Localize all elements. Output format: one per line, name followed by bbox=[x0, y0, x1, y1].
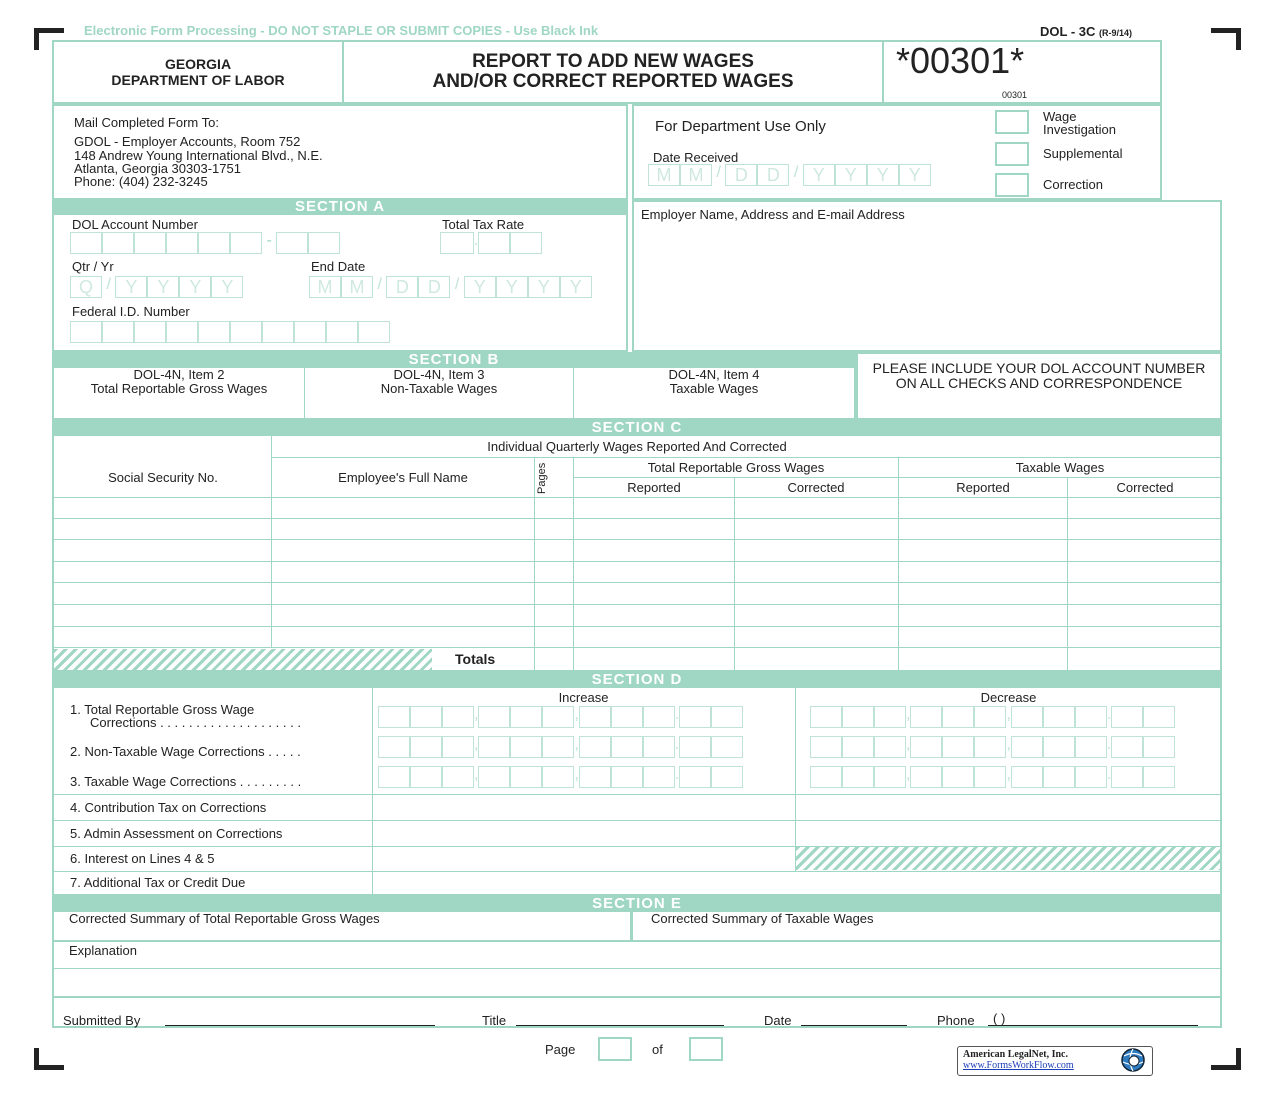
dol-account-notice: PLEASE INCLUDE YOUR DOL ACCOUNT NUMBER ON ALL CHECKS AND CORRESPONDENCE bbox=[872, 360, 1206, 391]
summary-gross-label[interactable]: Corrected Summary of Total Reportable Gross Wages bbox=[69, 911, 380, 926]
line2-label: 2. Non-Taxable Wage Corrections . . . . . bbox=[70, 744, 301, 759]
line1-label-a: 1. Total Reportable Gross Wage bbox=[70, 702, 255, 717]
end-date-label: End Date bbox=[311, 259, 366, 274]
date-line[interactable] bbox=[801, 1025, 907, 1026]
yr-digit[interactable]: Y bbox=[211, 276, 243, 298]
crop-mark-bottom-left bbox=[34, 1048, 64, 1070]
end-date-digit[interactable]: Y bbox=[496, 276, 528, 298]
label-correction: Correction bbox=[1043, 177, 1103, 192]
col-total-gross: Total Reportable Gross Wages bbox=[647, 460, 825, 475]
date-digit[interactable]: D bbox=[725, 164, 757, 186]
line5-label: 5. Admin Assessment on Corrections bbox=[70, 826, 283, 841]
dol-account-label: DOL Account Number bbox=[72, 217, 198, 232]
section-b-col2-l2: Non-Taxable Wages bbox=[380, 381, 498, 396]
section-b-col3-l2: Taxable Wages bbox=[669, 381, 759, 396]
qtr-yr-label: Qtr / Yr bbox=[72, 259, 114, 274]
form-id-code: DOL - 3C bbox=[1040, 24, 1096, 39]
phone-label: Phone bbox=[937, 1013, 975, 1028]
col-pages: Pages bbox=[536, 462, 548, 494]
line6-decrease-hatch bbox=[796, 847, 1220, 870]
col-taxable-reported: Reported bbox=[956, 480, 1010, 495]
col-employee-name: Employee's Full Name bbox=[338, 470, 468, 485]
line3-increase-boxes[interactable]: , , . bbox=[378, 766, 743, 788]
agency-line2: DEPARTMENT OF LABOR bbox=[111, 72, 285, 88]
end-date-digit[interactable]: Y bbox=[560, 276, 592, 298]
checkbox-correction[interactable] bbox=[995, 173, 1029, 197]
end-date-digit[interactable]: Y bbox=[464, 276, 496, 298]
section-d-title: SECTION D bbox=[52, 672, 1222, 688]
section-b-title: SECTION B bbox=[52, 352, 856, 368]
mail-heading: Mail Completed Form To: bbox=[74, 115, 219, 130]
explanation-label[interactable]: Explanation bbox=[69, 943, 137, 958]
form-title-line1: REPORT TO ADD NEW WAGES bbox=[472, 51, 754, 72]
line2-increase-boxes[interactable]: , , . bbox=[378, 736, 743, 758]
title-line[interactable] bbox=[516, 1025, 724, 1026]
col-taxable-wages: Taxable Wages bbox=[1015, 460, 1105, 475]
date-received-label: Date Received bbox=[653, 150, 739, 165]
page-number-box[interactable] bbox=[598, 1037, 632, 1061]
date-digit[interactable]: Y bbox=[803, 164, 835, 186]
line3-label: 3. Taxable Wage Corrections . . . . . . . . . bbox=[70, 774, 302, 789]
end-date-digit[interactable]: D bbox=[386, 276, 418, 298]
totals-label: Totals bbox=[455, 651, 496, 667]
col-gross-reported: Reported bbox=[627, 480, 681, 495]
top-notice: Electronic Form Processing - DO NOT STAPLE OR SUBMIT COPIES - Use Black Ink bbox=[84, 23, 599, 38]
agency-line1: GEORGIA bbox=[164, 56, 232, 72]
tax-rate-boxes[interactable]: . bbox=[440, 232, 542, 254]
section-b-col1-l1: DOL-4N, Item 2 bbox=[133, 367, 225, 382]
form-revision: (R-9/14) bbox=[1099, 28, 1133, 38]
col-ssn: Social Security No. bbox=[108, 470, 218, 485]
label-wage-investigation: Wage Investigation bbox=[1043, 109, 1116, 137]
crop-mark-top-right bbox=[1211, 28, 1241, 50]
form-title bbox=[344, 52, 882, 92]
mail-line2: 148 Andrew Young International Blvd., N.E. bbox=[74, 148, 323, 163]
end-date-digit[interactable]: D bbox=[418, 276, 450, 298]
yr-digit[interactable]: Y bbox=[115, 276, 147, 298]
summary-taxable-label[interactable]: Corrected Summary of Taxable Wages bbox=[651, 911, 874, 926]
checkbox-supplemental[interactable] bbox=[995, 142, 1029, 166]
publisher-url[interactable]: www.FormsWorkFlow.com bbox=[963, 1060, 1074, 1071]
line4-label: 4. Contribution Tax on Corrections bbox=[70, 800, 267, 815]
date-digit[interactable]: D bbox=[757, 164, 789, 186]
page-label: Page bbox=[545, 1042, 576, 1057]
qtr-digit[interactable]: Q bbox=[70, 276, 102, 298]
mail-line1: GDOL - Employer Accounts, Room 752 bbox=[74, 134, 301, 149]
globe-icon bbox=[1116, 1047, 1150, 1073]
line1-label-b: Corrections . . . . . . . . . . . . . . . . . . . . bbox=[90, 715, 301, 730]
line7-label: 7. Additional Tax or Credit Due bbox=[70, 875, 246, 890]
section-b-col1-l2: Total Reportable Gross Wages bbox=[90, 381, 268, 396]
page-total-box[interactable] bbox=[689, 1037, 723, 1061]
federal-id-label: Federal I.D. Number bbox=[72, 304, 190, 319]
date-digit[interactable]: M bbox=[648, 164, 680, 186]
crop-mark-bottom-right bbox=[1211, 1048, 1241, 1070]
qtr-yr-boxes: Q / Y Y Y Y bbox=[70, 276, 243, 298]
date-label: Date bbox=[764, 1013, 792, 1028]
publisher-name: American LegalNet, Inc. bbox=[963, 1049, 1068, 1060]
title-label: Title bbox=[482, 1013, 507, 1028]
label-supplemental: Supplemental bbox=[1043, 146, 1123, 161]
phone-line[interactable] bbox=[988, 1025, 1198, 1026]
totals-hatch bbox=[54, 649, 432, 670]
federal-id-boxes[interactable] bbox=[70, 321, 390, 343]
form-title-line2: AND/OR CORRECT REPORTED WAGES bbox=[432, 71, 794, 92]
yr-digit[interactable]: Y bbox=[147, 276, 179, 298]
date-digit[interactable]: Y bbox=[867, 164, 899, 186]
total-tax-rate-label: Total Tax Rate bbox=[442, 217, 525, 232]
of-label: of bbox=[652, 1042, 663, 1057]
mail-line3: Atlanta, Georgia 30303-1751 bbox=[74, 161, 241, 176]
submitted-by-line[interactable] bbox=[165, 1025, 435, 1026]
section-c-title: SECTION C bbox=[52, 420, 1222, 436]
end-date-boxes: M M / D D / Y Y Y Y bbox=[309, 276, 592, 298]
line3-decrease-boxes[interactable]: , , . bbox=[810, 766, 1175, 788]
section-b-col2-l1: DOL-4N, Item 3 bbox=[393, 367, 485, 382]
date-digit[interactable]: Y bbox=[835, 164, 867, 186]
col-taxable-corrected: Corrected bbox=[1116, 480, 1174, 495]
submitted-by-label: Submitted By bbox=[63, 1013, 141, 1028]
mail-line4: Phone: (404) 232-3245 bbox=[74, 174, 208, 189]
line6-label: 6. Interest on Lines 4 & 5 bbox=[70, 851, 215, 866]
dept-use-heading: For Department Use Only bbox=[655, 118, 826, 135]
end-date-digit[interactable]: M bbox=[341, 276, 373, 298]
date-received-boxes: M M / D D / Y Y Y Y bbox=[648, 164, 931, 186]
yr-digit[interactable]: Y bbox=[179, 276, 211, 298]
employer-box[interactable] bbox=[632, 200, 1222, 352]
agency-name bbox=[54, 56, 342, 88]
section-e-title: SECTION E bbox=[52, 896, 1222, 912]
barcode-text: *00301* bbox=[896, 40, 1025, 81]
checkbox-wage-investigation[interactable] bbox=[995, 110, 1029, 134]
decrease-header: Decrease bbox=[980, 690, 1037, 705]
publisher-logo[interactable] bbox=[957, 1046, 1153, 1076]
barcode-small: 00301 bbox=[1002, 90, 1028, 100]
line1-increase-boxes[interactable]: , , . bbox=[378, 706, 743, 728]
line1-decrease-boxes[interactable]: , , . bbox=[810, 706, 1175, 728]
section-b-col3 bbox=[574, 368, 854, 396]
date-digit[interactable]: Y bbox=[899, 164, 931, 186]
dol-account-boxes[interactable]: - bbox=[70, 232, 340, 254]
phone-parens: ( ) bbox=[993, 1011, 1006, 1026]
section-a-title: SECTION A bbox=[52, 199, 628, 215]
section-b-col3-l1: DOL-4N, Item 4 bbox=[668, 367, 760, 382]
end-date-digit[interactable]: Y bbox=[528, 276, 560, 298]
employer-label: Employer Name, Address and E-mail Address bbox=[641, 207, 905, 222]
section-b-col1 bbox=[54, 368, 304, 396]
date-digit[interactable]: M bbox=[680, 164, 712, 186]
section-c-subtitle: Individual Quarterly Wages Reported And Corrected bbox=[487, 439, 787, 454]
col-gross-corrected: Corrected bbox=[787, 480, 845, 495]
line2-decrease-boxes[interactable]: , , . bbox=[810, 736, 1175, 758]
section-b-col2 bbox=[305, 368, 573, 396]
end-date-digit[interactable]: M bbox=[309, 276, 341, 298]
form-id bbox=[1040, 24, 1132, 39]
increase-header: Increase bbox=[558, 690, 609, 705]
